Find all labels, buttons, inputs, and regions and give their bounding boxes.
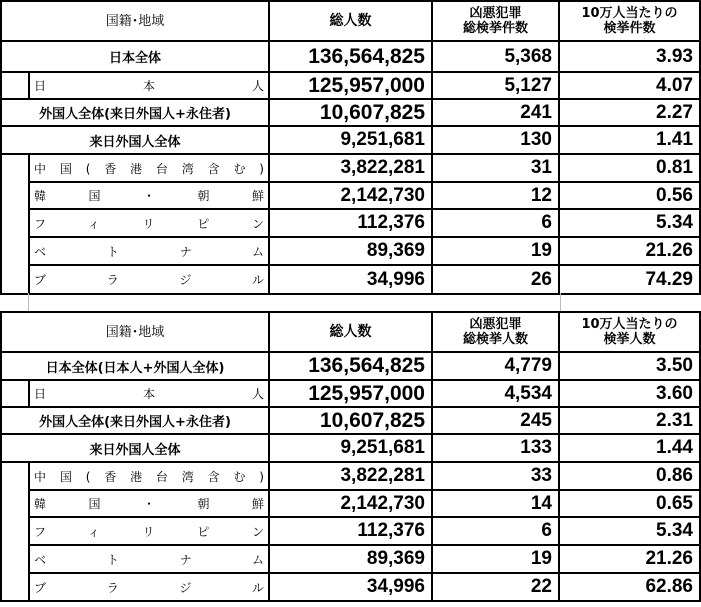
table-row xyxy=(1,545,700,573)
rate-cell: 1.41 xyxy=(559,126,700,154)
row-label: 韓国・朝鮮 xyxy=(29,490,269,517)
row-indent xyxy=(1,237,29,265)
arrestee-count-table xyxy=(0,311,701,602)
row-indent xyxy=(1,265,29,294)
table-row xyxy=(1,434,700,462)
table-row xyxy=(1,380,700,407)
population-cell: 89,369 xyxy=(269,237,432,265)
table-row xyxy=(1,237,700,265)
grid-line xyxy=(560,293,561,311)
header-count xyxy=(432,312,559,352)
row-label: フィリピン xyxy=(29,517,269,545)
table-header-row xyxy=(1,312,700,352)
header-rate-line1: 10万人当たりの xyxy=(581,6,678,21)
count-cell: 133 xyxy=(432,434,559,462)
count-cell: 241 xyxy=(432,99,559,126)
rate-cell: 4.07 xyxy=(559,72,700,99)
population-cell: 3,822,281 xyxy=(269,154,432,182)
rate-cell: 0.86 xyxy=(559,462,700,490)
header-population: 総人数 xyxy=(269,312,432,352)
population-cell: 125,957,000 xyxy=(269,380,432,407)
rate-cell: 3.93 xyxy=(559,41,700,72)
row-label: 来日外国人全体 xyxy=(1,126,269,154)
rate-cell: 3.60 xyxy=(559,380,700,407)
rate-cell: 2.27 xyxy=(559,99,700,126)
rate-cell: 0.56 xyxy=(559,182,700,209)
row-indent xyxy=(1,72,29,99)
count-cell: 4,534 xyxy=(432,380,559,407)
count-cell: 31 xyxy=(432,154,559,182)
count-cell: 130 xyxy=(432,126,559,154)
population-cell: 2,142,730 xyxy=(269,182,432,209)
count-cell: 33 xyxy=(432,462,559,490)
population-cell: 10,607,825 xyxy=(269,99,432,126)
table-row xyxy=(1,490,700,517)
count-cell: 5,368 xyxy=(432,41,559,72)
row-label: 日本全体(日本人+外国人全体) xyxy=(1,352,269,380)
header-count-line1: 凶悪犯罪 xyxy=(469,317,522,332)
table-row xyxy=(1,209,700,237)
population-cell: 136,564,825 xyxy=(269,41,432,72)
rate-cell: 62.86 xyxy=(559,573,700,601)
rate-cell: 3.50 xyxy=(559,352,700,380)
population-cell: 89,369 xyxy=(269,545,432,573)
table-row xyxy=(1,573,700,601)
count-cell: 26 xyxy=(432,265,559,294)
table-row xyxy=(1,462,700,490)
table-row xyxy=(1,72,700,99)
row-indent xyxy=(1,154,29,182)
row-label: 日本人 xyxy=(29,72,269,99)
row-indent xyxy=(1,209,29,237)
count-cell: 19 xyxy=(432,545,559,573)
header-region: 国籍･地域 xyxy=(1,1,269,41)
row-label: 日本全体 xyxy=(1,41,269,72)
row-indent xyxy=(1,462,29,490)
rate-cell: 21.26 xyxy=(559,237,700,265)
row-label: 日本人 xyxy=(29,380,269,407)
count-cell: 14 xyxy=(432,490,559,517)
count-cell: 245 xyxy=(432,407,559,434)
count-cell: 6 xyxy=(432,517,559,545)
population-cell: 112,376 xyxy=(269,517,432,545)
header-rate-line2: 検挙件数 xyxy=(603,21,656,36)
table-row xyxy=(1,99,700,126)
header-rate xyxy=(559,312,700,352)
row-label: 外国人全体(来日外国人+永住者) xyxy=(1,99,269,126)
header-count-line2: 総検挙件数 xyxy=(462,21,528,36)
table-row xyxy=(1,126,700,154)
header-rate-line2: 検挙人数 xyxy=(603,332,656,347)
population-cell: 3,822,281 xyxy=(269,462,432,490)
table-row xyxy=(1,41,700,72)
count-cell: 4,779 xyxy=(432,352,559,380)
rate-cell: 0.65 xyxy=(559,490,700,517)
row-label: 来日外国人全体 xyxy=(1,434,269,462)
row-label: 中国(香港台湾含む) xyxy=(29,462,269,490)
population-cell: 10,607,825 xyxy=(269,407,432,434)
row-indent xyxy=(1,573,29,601)
row-label: 外国人全体(来日外国人+永住者) xyxy=(1,407,269,434)
population-cell: 112,376 xyxy=(269,209,432,237)
row-label: ベトナム xyxy=(29,237,269,265)
count-cell: 12 xyxy=(432,182,559,209)
table-row xyxy=(1,407,700,434)
row-label: フィリピン xyxy=(29,209,269,237)
table-row xyxy=(1,182,700,209)
header-count xyxy=(432,1,559,41)
row-label: ベトナム xyxy=(29,545,269,573)
rate-cell: 0.81 xyxy=(559,154,700,182)
crime-count-table xyxy=(0,0,701,295)
table-row xyxy=(1,517,700,545)
population-cell: 136,564,825 xyxy=(269,352,432,380)
rate-cell: 5.34 xyxy=(559,209,700,237)
count-cell: 5,127 xyxy=(432,72,559,99)
population-cell: 2,142,730 xyxy=(269,490,432,517)
row-label: ブラジル xyxy=(29,573,269,601)
table-row xyxy=(1,352,700,380)
row-label: ブラジル xyxy=(29,265,269,294)
header-region: 国籍･地域 xyxy=(1,312,269,352)
row-label: 中国(香港台湾含む) xyxy=(29,154,269,182)
row-indent xyxy=(1,380,29,407)
rate-cell: 1.44 xyxy=(559,434,700,462)
header-rate xyxy=(559,1,700,41)
table-header-row xyxy=(1,1,700,41)
row-label: 韓国・朝鮮 xyxy=(29,182,269,209)
header-rate-line1: 10万人当たりの xyxy=(581,317,678,332)
row-indent xyxy=(1,545,29,573)
population-cell: 34,996 xyxy=(269,265,432,294)
population-cell: 9,251,681 xyxy=(269,126,432,154)
population-cell: 34,996 xyxy=(269,573,432,601)
grid-line xyxy=(28,293,29,311)
spacer-row xyxy=(0,293,701,311)
table-row xyxy=(1,265,700,294)
rate-cell: 5.34 xyxy=(559,517,700,545)
rate-cell: 21.26 xyxy=(559,545,700,573)
population-cell: 9,251,681 xyxy=(269,434,432,462)
row-indent xyxy=(1,490,29,517)
header-count-line1: 凶悪犯罪 xyxy=(469,6,522,21)
count-cell: 22 xyxy=(432,573,559,601)
row-indent xyxy=(1,182,29,209)
header-population: 総人数 xyxy=(269,1,432,41)
population-cell: 125,957,000 xyxy=(269,72,432,99)
count-cell: 19 xyxy=(432,237,559,265)
header-count-line2: 総検挙人数 xyxy=(462,332,528,347)
count-cell: 6 xyxy=(432,209,559,237)
table-row xyxy=(1,154,700,182)
row-indent xyxy=(1,517,29,545)
rate-cell: 2.31 xyxy=(559,407,700,434)
rate-cell: 74.29 xyxy=(559,265,700,294)
